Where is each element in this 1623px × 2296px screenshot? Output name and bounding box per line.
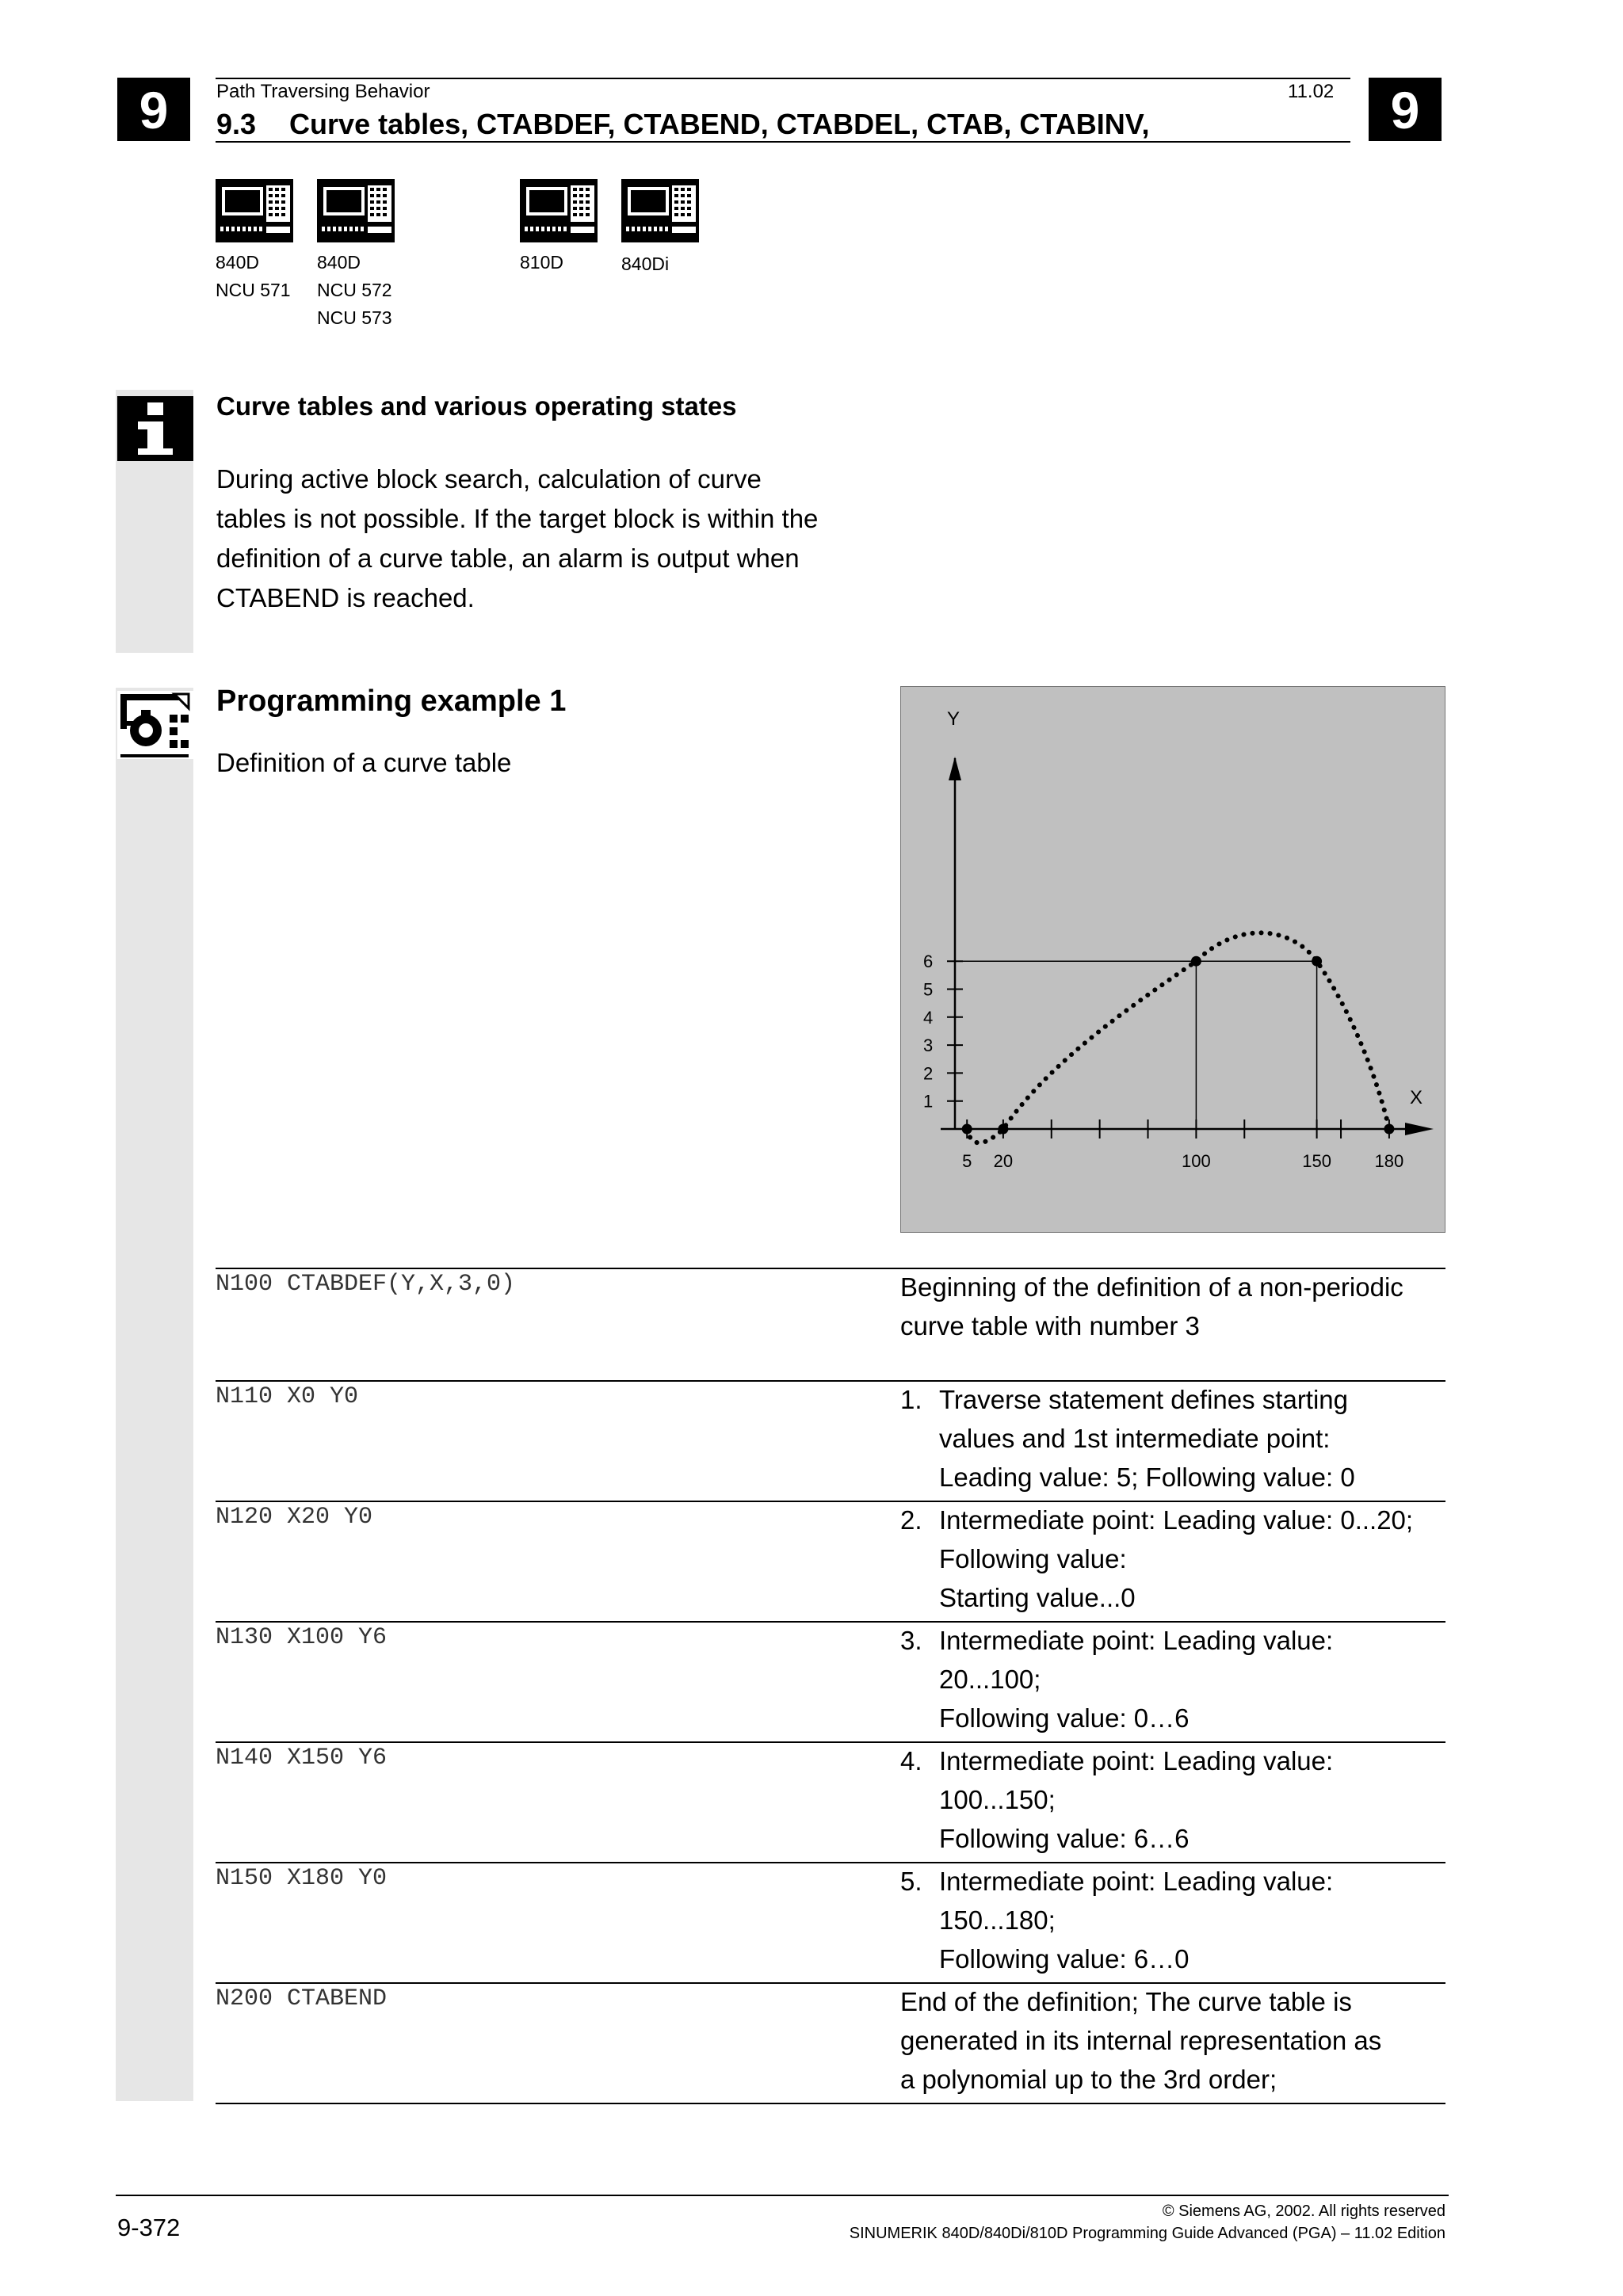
y-tick-label: 1 [923, 1091, 934, 1112]
x-tick-label: 180 [1374, 1151, 1404, 1171]
note-body: During active block search, calculation of curve tables is not possible. If the target block is within the definition of a curve table, an alarm is output when CTABEND is reached. [216, 464, 819, 612]
code-description: 5. Intermediate point: Leading value: 150...180; Following value: 6…0 [900, 1862, 1445, 1978]
code-line: N150 X180 Y0 [216, 1865, 388, 1892]
curve-point [1312, 956, 1322, 967]
note-title: Curve tables and various operating states [216, 391, 737, 421]
curve-point [1191, 956, 1201, 967]
footer-rule [116, 2195, 1449, 2196]
y-tick-label: 5 [923, 979, 934, 1000]
curve-table-figure [900, 686, 1445, 1233]
x-axis-arrow [1405, 1123, 1434, 1135]
y-axis-arrow [949, 757, 961, 780]
y-tick-label: 2 [923, 1063, 934, 1084]
control-unit-group [216, 179, 723, 338]
curve-point [1384, 1124, 1394, 1135]
info-icon [117, 396, 193, 465]
header-top-rule [216, 78, 1350, 79]
y-tick-label: 3 [923, 1035, 934, 1056]
code-description: 3. Intermediate point: Leading value: 20...100; Following value: 0…6 [900, 1621, 1445, 1737]
step-number: 2. [900, 1505, 922, 1535]
x-tick-label: 5 [962, 1151, 972, 1171]
chapter-number-left: 9 [117, 78, 190, 141]
curve-point [998, 1124, 1008, 1135]
version-label: 11.02 [1288, 81, 1335, 102]
example-title: Programming example 1 [216, 685, 567, 718]
section-title: Curve tables, CTABDEF, CTABEND, CTABDEL, CTAB, CTABINV, [289, 108, 1150, 140]
x-tick-label: 20 [993, 1151, 1014, 1171]
code-line: N120 X20 Y0 [216, 1504, 373, 1531]
step-number: 5. [900, 1867, 922, 1896]
y-axis-label: Y [947, 708, 960, 730]
code-description: 4. Intermediate point: Leading value: 100...150; Following value: 6…6 [900, 1741, 1445, 1858]
code-line: N110 X0 Y0 [216, 1383, 359, 1410]
x-tick-label: 150 [1302, 1151, 1331, 1171]
control-unit-label: 840Di [621, 254, 670, 274]
y-tick-label: 6 [923, 952, 934, 972]
page-number: 9-372 [117, 2214, 181, 2241]
section-heading [216, 108, 1149, 141]
edition: SINUMERIK 840D/840Di/810D Programming Guide Advanced (PGA) – 11.02 Edition [849, 2225, 1445, 2242]
example-subtitle: Definition of a curve table [216, 748, 512, 777]
control-unit-label: 840D NCU 572 NCU 573 [317, 252, 392, 328]
code-description: 2. Intermediate point: Leading value: 0...20; Following value: Starting value...0 [900, 1501, 1445, 1617]
section-number: 9.3 [216, 108, 257, 140]
code-description: Beginning of the definition of a non-periodic curve table with number 3 [900, 1272, 1403, 1341]
step-number: 4. [900, 1746, 922, 1775]
x-axis-label: X [1410, 1087, 1423, 1108]
code-description: End of the definition; The curve table is generated in its internal representation as a polynomial up to the 3rd order; [900, 1987, 1382, 2094]
code-line: N100 CTABDEF(Y,X,3,0) [216, 1271, 516, 1298]
y-tick-label: 4 [923, 1007, 934, 1028]
programming-example-icon [117, 691, 195, 763]
control-unit-icon [216, 179, 293, 246]
control-unit-icon [621, 179, 699, 246]
chapter-number-right: 9 [1369, 78, 1442, 141]
curve-point [962, 1124, 972, 1135]
control-unit-label: 810D [520, 252, 563, 273]
x-tick-label: 100 [1182, 1151, 1211, 1171]
control-unit-label: 840D NCU 571 [216, 252, 291, 300]
program-listing [216, 1268, 1445, 2104]
code-description: 1. Traverse statement defines starting values and 1st intermediate point: Leading value: 5; Following value: 0 [900, 1380, 1445, 1497]
step-number: 3. [900, 1626, 922, 1655]
copyright: © Siemens AG, 2002. All rights reserved [1162, 2203, 1445, 2220]
code-line: N130 X100 Y6 [216, 1624, 388, 1651]
control-unit-icon [317, 179, 395, 246]
example-sidebar [116, 688, 193, 2101]
code-line: N140 X150 Y6 [216, 1745, 388, 1772]
step-number: 1. [900, 1385, 922, 1414]
section-label: Path Traversing Behavior [216, 81, 430, 102]
curve-path [967, 933, 1389, 1142]
code-line: N200 CTABEND [216, 1985, 388, 2012]
control-unit-icon [520, 179, 598, 246]
header-bottom-rule [216, 141, 1350, 143]
row-rule [216, 2103, 1445, 2104]
